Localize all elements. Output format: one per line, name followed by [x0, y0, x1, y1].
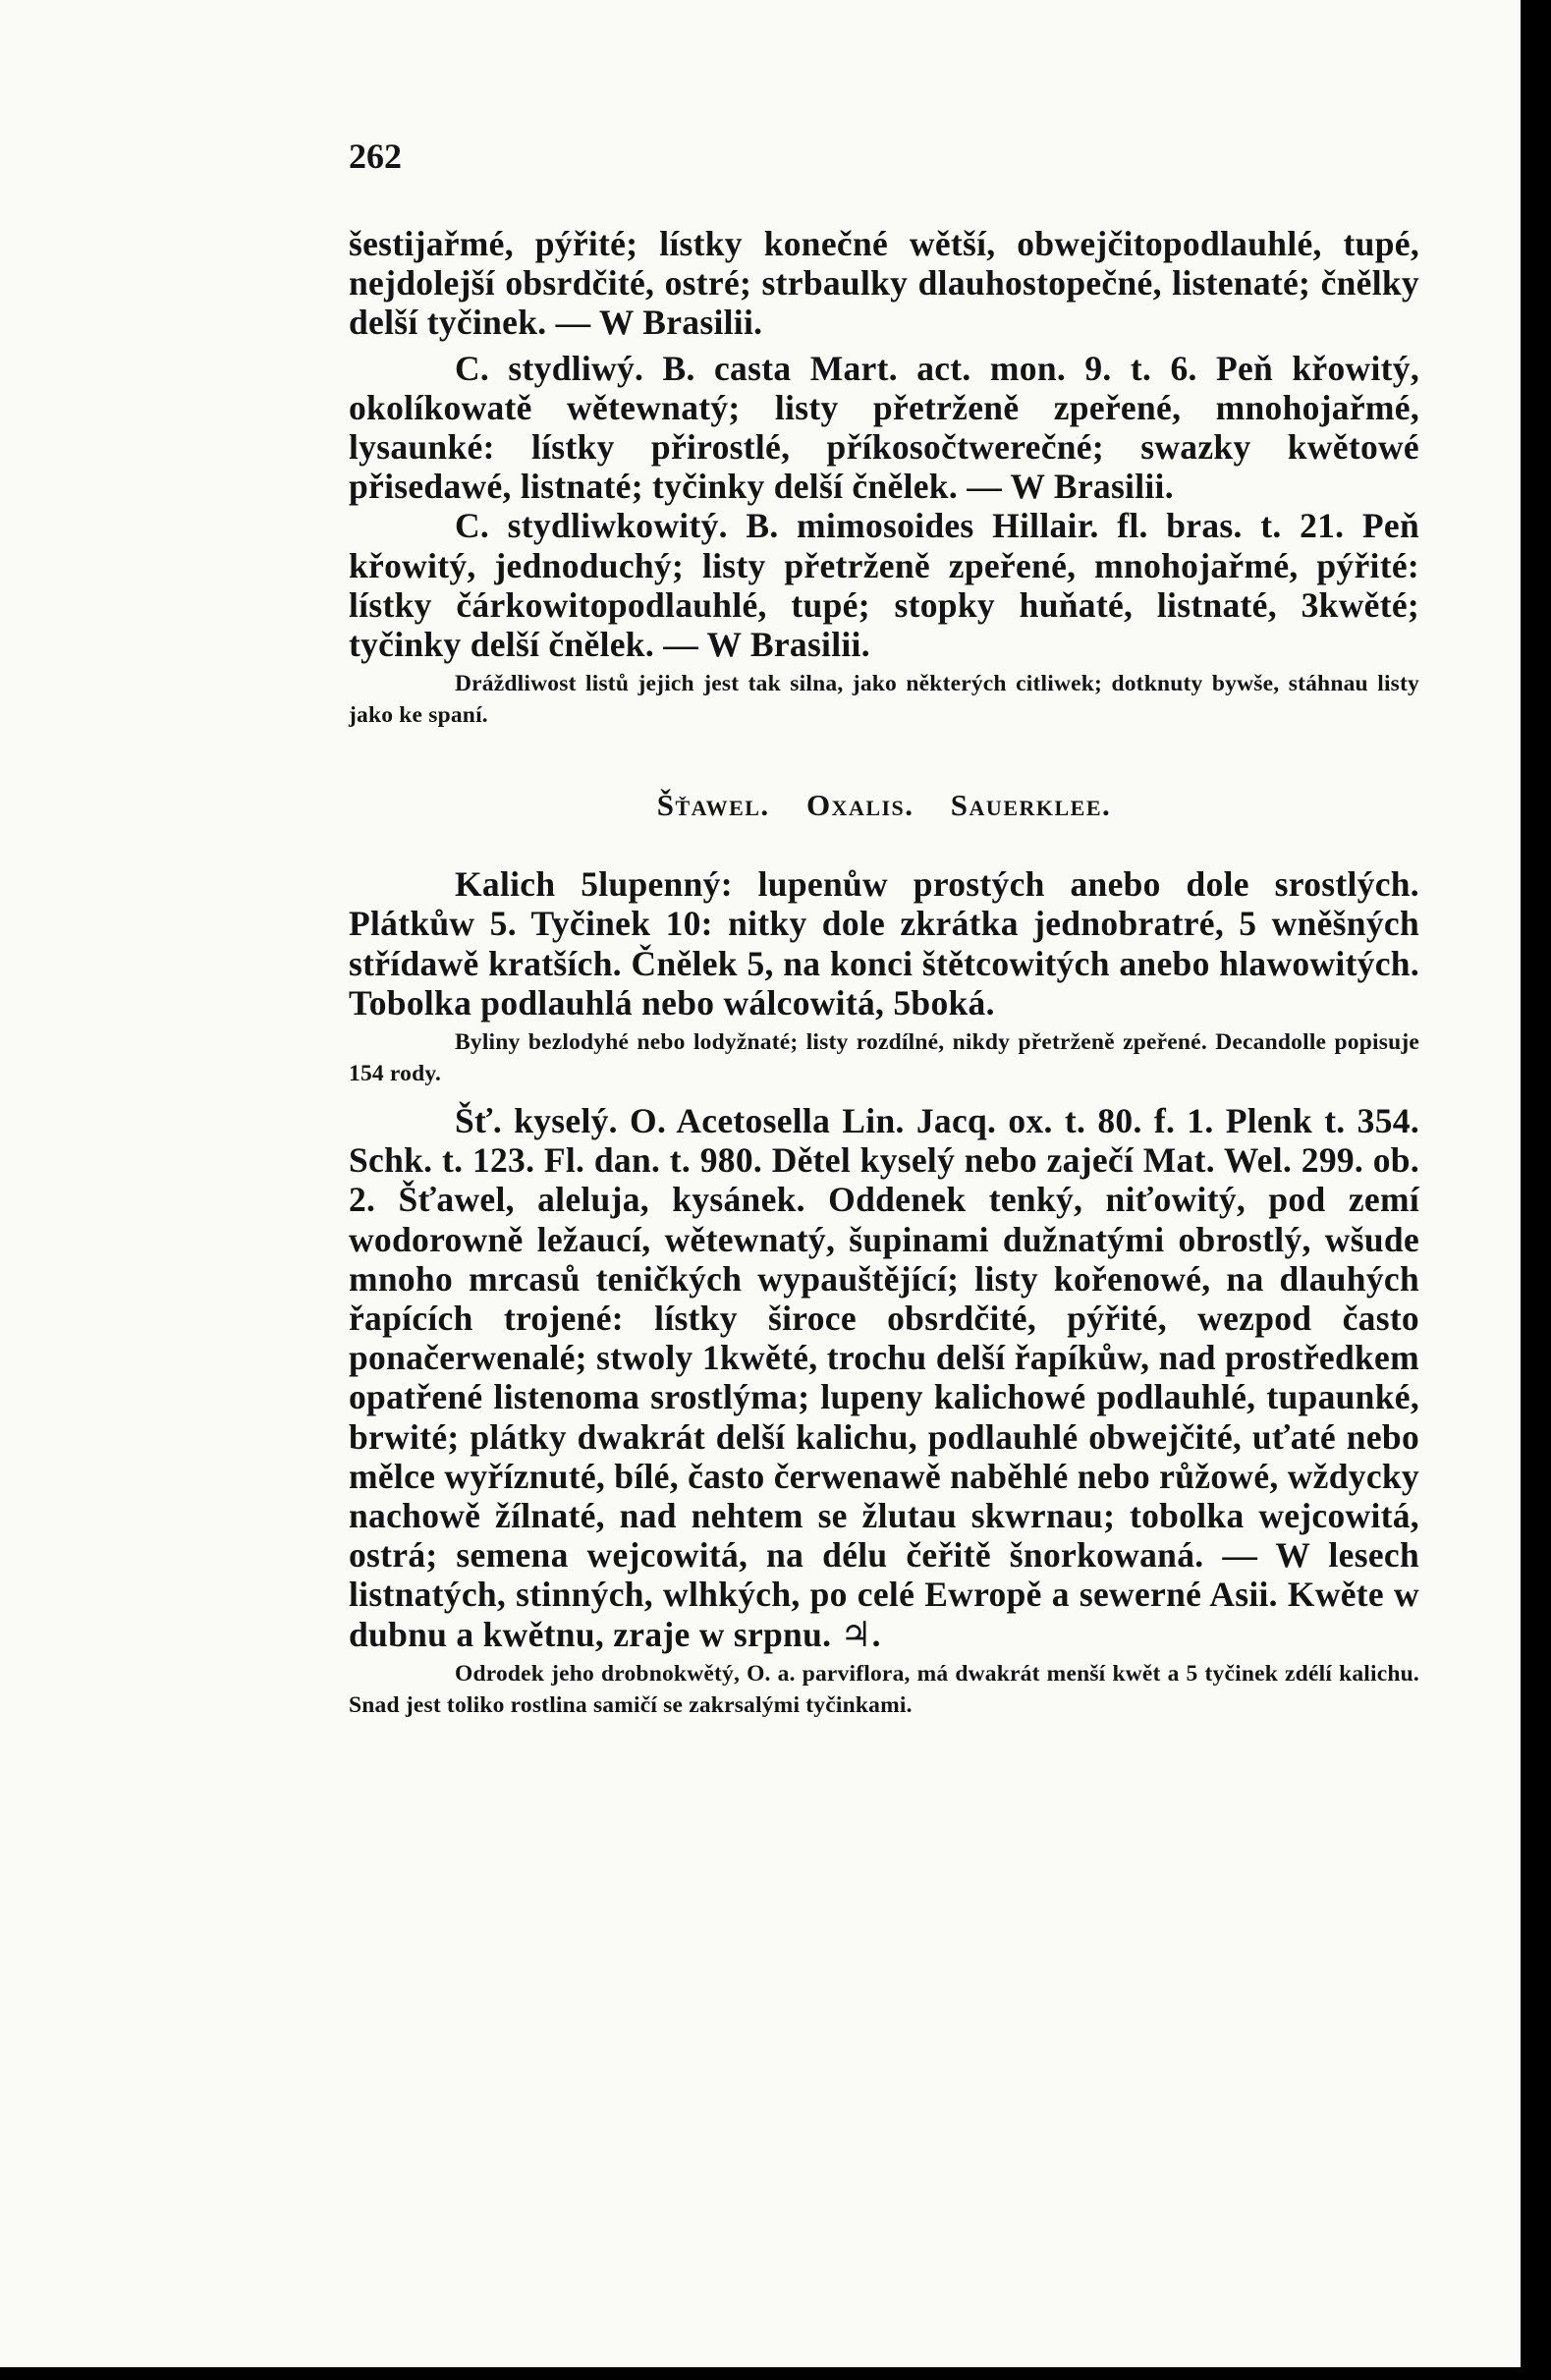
- page-number: 262: [349, 137, 402, 176]
- page-content: [349, 136, 1419, 1721]
- species-entry-mimosoides: C. stydliwkowitý. B. mimosoides Hillair. fl. bras. t. 21. Peň křowitý, jednoduchý; listy přetrženě zpeřené, mnohojařmé, pýřité: lístky čárkowitopodlauhlé, tupé; stopky huňaté, listnaté, 3kwěté; tyčinky delší čnělek. — W Brasilii.: [349, 506, 1419, 665]
- scan-border-bottom: [0, 2367, 1551, 2380]
- paragraph-continuation: šestijařmé, pýřité; lístky konečné wětší, obwejčitopodlauhlé, tupé, nejdolejší obsrdčité, ostré; strbaulky dlauhostopečné, listenaté; čnělky delší tyčinek. — W Brasilii.: [349, 224, 1419, 343]
- variety-note: Odrodek jeho drobnokwětý, O. a. parviflora, má dwakrát menší kwět a 5 tyčinek zdélí kalichu. Snad jest toliko rostlina samičí se zakrsalými tyčinkami.: [349, 1660, 1419, 1718]
- species-entry-casta: C. stydliwý. B. casta Mart. act. mon. 9. t. 6. Peň křowitý, okolíkowatě wětewnatý; listy přetrženě zpeřené, mnohojařmé, lysaunké: lístky přirostlé, příkosočtwerečné; swazky kwětowé přisedawé, listnaté; tyčinky delší čnělek. — W Brasilii.: [349, 348, 1419, 507]
- genus-name-czech: Šťawel.: [656, 788, 770, 823]
- footnote-sensitivity: Dráždliwost listů jejich jest tak silna, jako některých citliwek; dotknuty bywše, stáhnau listy jako ke spaní.: [349, 671, 1419, 729]
- genus-heading: [349, 788, 1419, 823]
- scan-border-right: [1521, 0, 1551, 2380]
- genus-note: Byliny bezlodyhé nebo lodyžnaté; listy rozdílné, nikdy přetrženě zpeřené. Decandolle popisuje 154 rody.: [349, 1029, 1419, 1087]
- genus-name-latin: Oxalis.: [805, 788, 914, 823]
- genus-name-german: Sauerklee.: [950, 788, 1112, 823]
- genus-description: Kalich 5lupenný: lupenůw prostých anebo dole srostlých. Plátkůw 5. Tyčinek 10: nitky dole zkrátka jednobratré, 5 wněšných střídawě kratších. Čnělek 5, na konci štětcowitých anebo hlawowitých. Tobolka podlauhlá nebo wálcowitá, 5boká.: [349, 864, 1419, 1023]
- species-entry-acetosella: Šť. kyselý. O. Acetosella Lin. Jacq. ox. t. 80. f. 1. Plenk t. 354. Schk. t. 123. Fl. dan. t. 980. Dětel kyselý nebo zaječí Mat. Wel. 299. ob. 2. Šťawel, aleluja, kysánek. Oddenek tenký, niťowitý, pod zemí wodorowně ležaucí, wětewnatý, šupinami dužnatými obrostlý, wšude mnoho mrcasů teničkých wypauštějící; listy kořenowé, na dlauhých řapících trojené: lístky široce obsrdčité, pýřité, wezpod často ponačerwenalé; stwoly 1kwěté, trochu delší řapíkůw, nad prostředkem opatřené listenoma srostlýma; lupeny kalichowé podlauhlé, tupaunké, brwité; plátky dwakrát delší kalichu, podlauhlé obwejčité, uťaté nebo mělce wyříznuté, bílé, často čerwenawě naběhlé nebo růžowé, wždycky nachowě žílnaté, nad nehtem se žlutau skwrnau; tobolka wejcowitá, ostrá; semena wejcowitá, na délu čeřitě šnorkowaná. — W lesech listnatých, stinných, wlhkých, po celé Ewropě a sewerné Asii. Kwěte w dubnu a kwětnu, zraje w srpnu. ♃.: [349, 1101, 1419, 1654]
